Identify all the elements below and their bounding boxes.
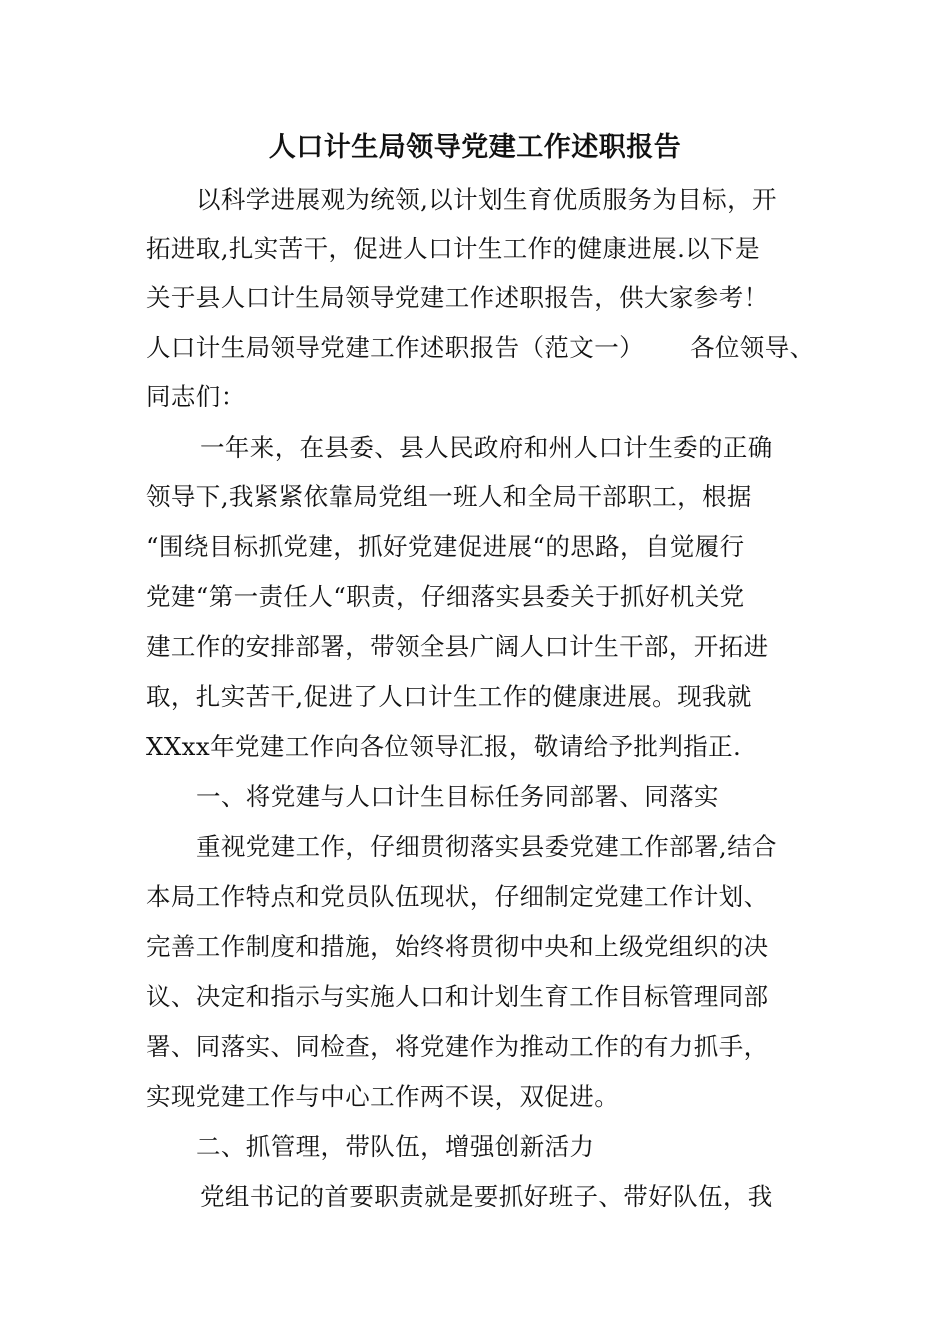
paragraph-line: 一年来，在县委、县人民政府和州人口计生委的正确 [200, 433, 773, 462]
paragraph-line: 以科学进展观为统领,以计划生育优质服务为目标，开 [196, 185, 777, 214]
paragraph-line: 党建“第一责任人“职责，仔细落实县委关于抓好机关党 [146, 582, 745, 611]
paragraph-line: 议、决定和指示与实施人口和计划生育工作目标管理同部 [146, 982, 769, 1011]
paragraph-line: 重视党建工作，仔细贯彻落实县委党建工作部署,结合 [196, 832, 777, 861]
paragraph-line: XXxx年党建工作向各位领导汇报，敬请给予批判指正. [146, 732, 742, 761]
paragraph-line: 拓进取,扎实苦干，促进人口计生工作的健康进展.以下是 [146, 234, 760, 263]
paragraph-line: “围绕目标抓党建，抓好党建促进展“的思路，自觉履行 [146, 532, 745, 561]
salutation-text: 各位领导、 [690, 333, 815, 362]
subtitle-text: 人口计生局领导党建工作述职报告（范文一） [146, 333, 644, 362]
section-heading: 二、抓管理，带队伍，增强创新活力 [196, 1132, 595, 1161]
paragraph-line: 完善工作制度和措施，始终将贯彻中央和上级党组织的决 [146, 932, 769, 961]
paragraph-line: 本局工作特点和党员队伍现状，仔细制定党建工作计划、 [146, 882, 769, 911]
paragraph-line: 实现党建工作与中心工作两不误，双促进。 [146, 1082, 620, 1111]
paragraph-line [146, 328, 815, 368]
paragraph-line: 建工作的安排部署，带领全县广阔人口计生干部，开拓进 [146, 632, 769, 661]
paragraph-line: 领导下,我紧紧依靠局党组一班人和全局干部职工，根据 [146, 482, 752, 511]
document-title: 人口计生局领导党建工作述职报告 [268, 132, 682, 163]
paragraph-line: 取，扎实苦干,促进了人口计生工作的健康进展。现我就 [146, 682, 752, 711]
paragraph-line: 党组书记的首要职责就是要抓好班子、带好队伍，我 [200, 1182, 773, 1211]
paragraph-line: 署、同落实、同检查，将党建作为推动工作的有力抓手， [146, 1032, 769, 1061]
section-heading: 一、将党建与人口计生目标任务同部署、同落实 [196, 782, 719, 811]
paragraph-line: 同志们： [146, 382, 246, 411]
paragraph-line: 关于县人口计生局领导党建工作述职报告，供大家参考！ [146, 283, 769, 312]
